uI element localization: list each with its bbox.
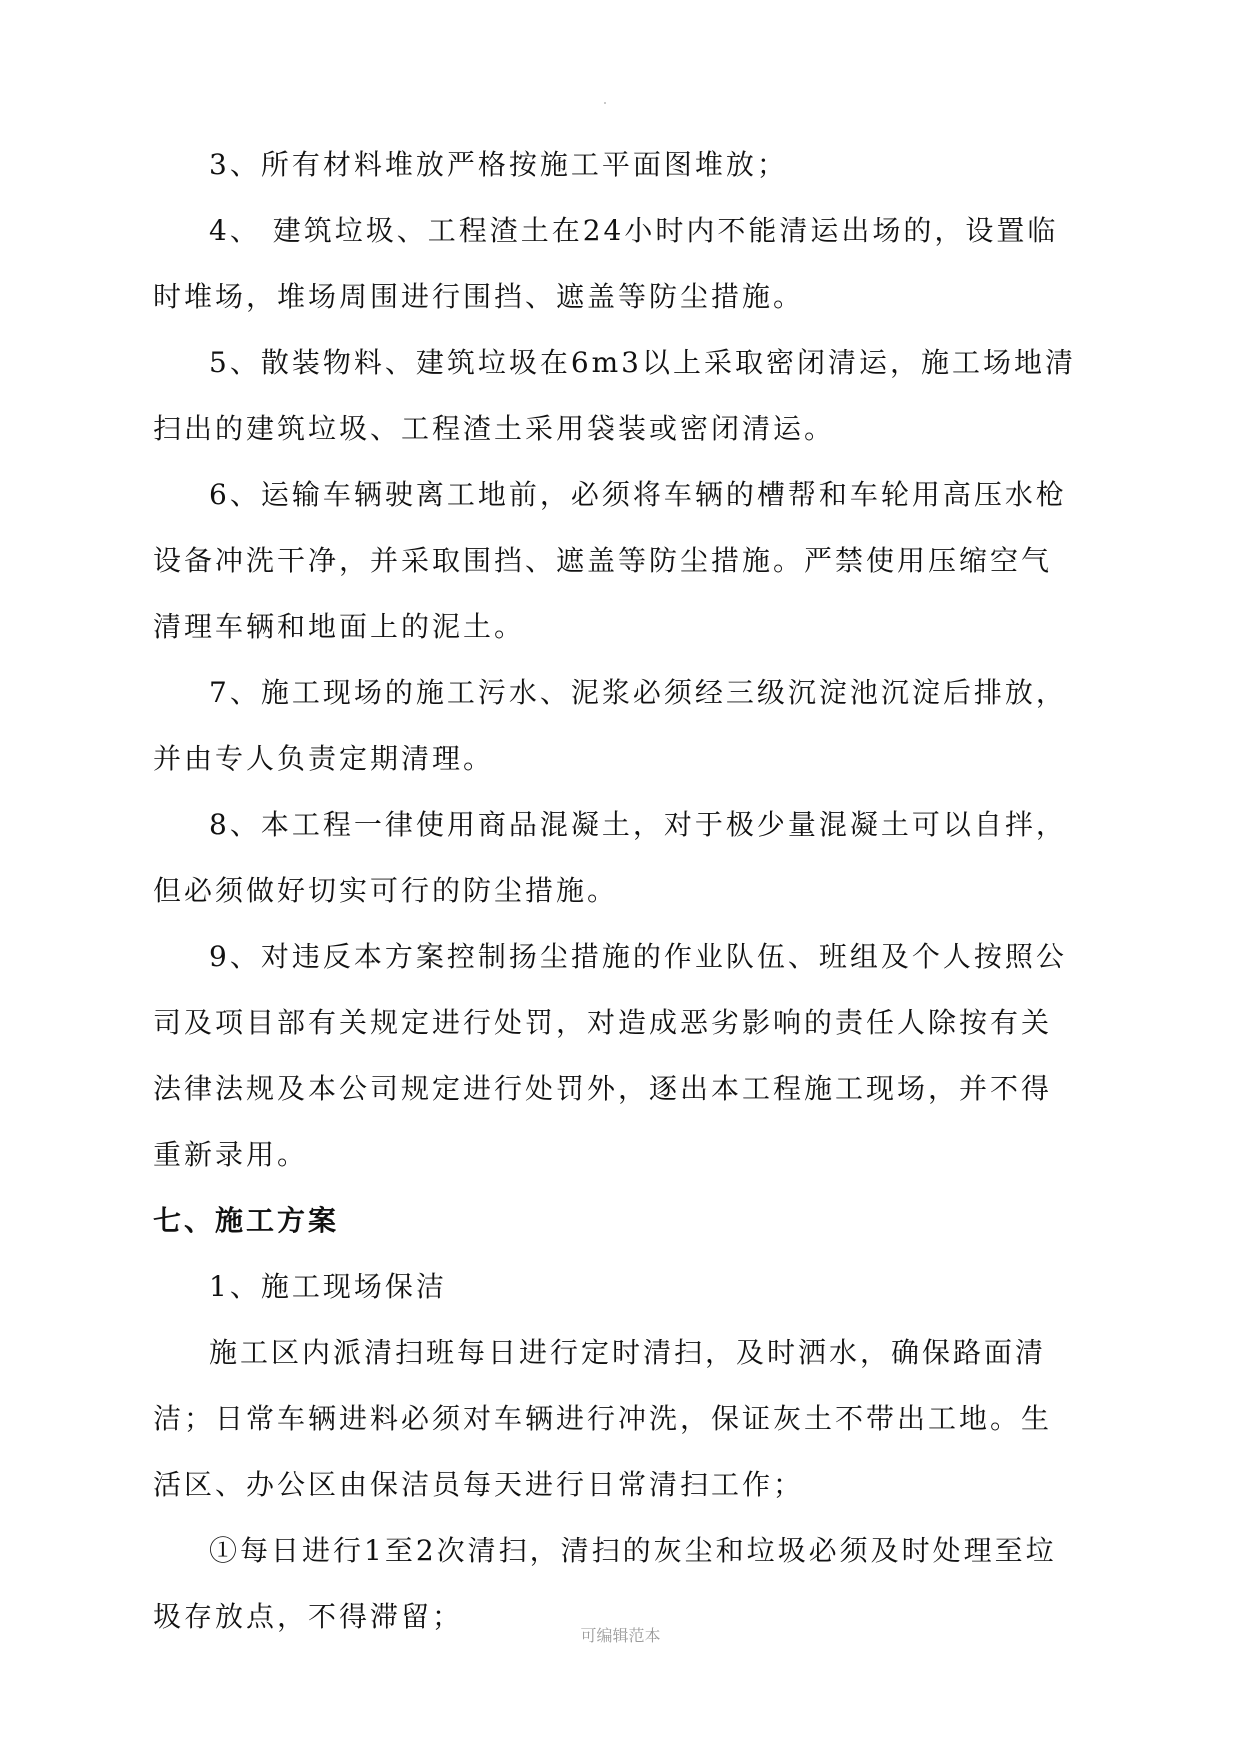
paragraph-item-3: 3、所有材料堆放严格按施工平面图堆放； [209,148,788,181]
section-list-item: ①每日进行1至2次清扫，清扫的灰尘和垃圾必须及时处理至垃圾存放点，不得滞留； [153,1534,1057,1633]
paragraph-item-8: 8、本工程一律使用商品混凝土，对于极少量混凝土可以自拌，但必须做好切实可行的防尘措施。 [153,808,1067,907]
subsection-title: 1、施工现场保洁 [209,1270,447,1303]
footer-text: 可编辑范本 [580,1626,661,1645]
document-body [153,132,1078,1650]
paragraph-item-9: 9、对违反本方案控制扬尘措施的作业队伍、班组及个人按照公司及项目部有关规定进行处罚，对造成恶劣影响的责任人除按有关法律法规及本公司规定进行处罚外，逐出本工程施工现场，并不得重新录用。 [153,940,1067,1171]
paragraph-item-6: 6、运输车辆驶离工地前，必须将车辆的槽帮和车轮用高压水枪设备冲洗干净，并采取围挡、遮盖等防尘措施。严禁使用压缩空气清理车辆和地面上的泥土。 [153,478,1067,643]
section-heading: 七、施工方案 [153,1204,340,1237]
paragraph-item-7: 7、施工现场的施工污水、泥浆必须经三级沉淀池沉淀后排放，并由专人负责定期清理。 [153,676,1067,775]
paragraph-item-4: 4、 建筑垃圾、工程渣土在24小时内不能清运出场的，设置临时堆场，堆场周围进行围挡、遮盖等防尘措施。 [153,214,1059,313]
header-dot [604,102,606,104]
section-paragraph: 施工区内派清扫班每日进行定时清扫，及时洒水，确保路面清洁；日常车辆进料必须对车辆进行冲洗，保证灰土不带出工地。生活区、办公区由保洁员每天进行日常清扫工作； [153,1336,1053,1501]
paragraph-item-5: 5、散装物料、建筑垃圾在6m3以上采取密闭清运，施工场地清扫出的建筑垃圾、工程渣土采用袋装或密闭清运。 [153,346,1076,445]
